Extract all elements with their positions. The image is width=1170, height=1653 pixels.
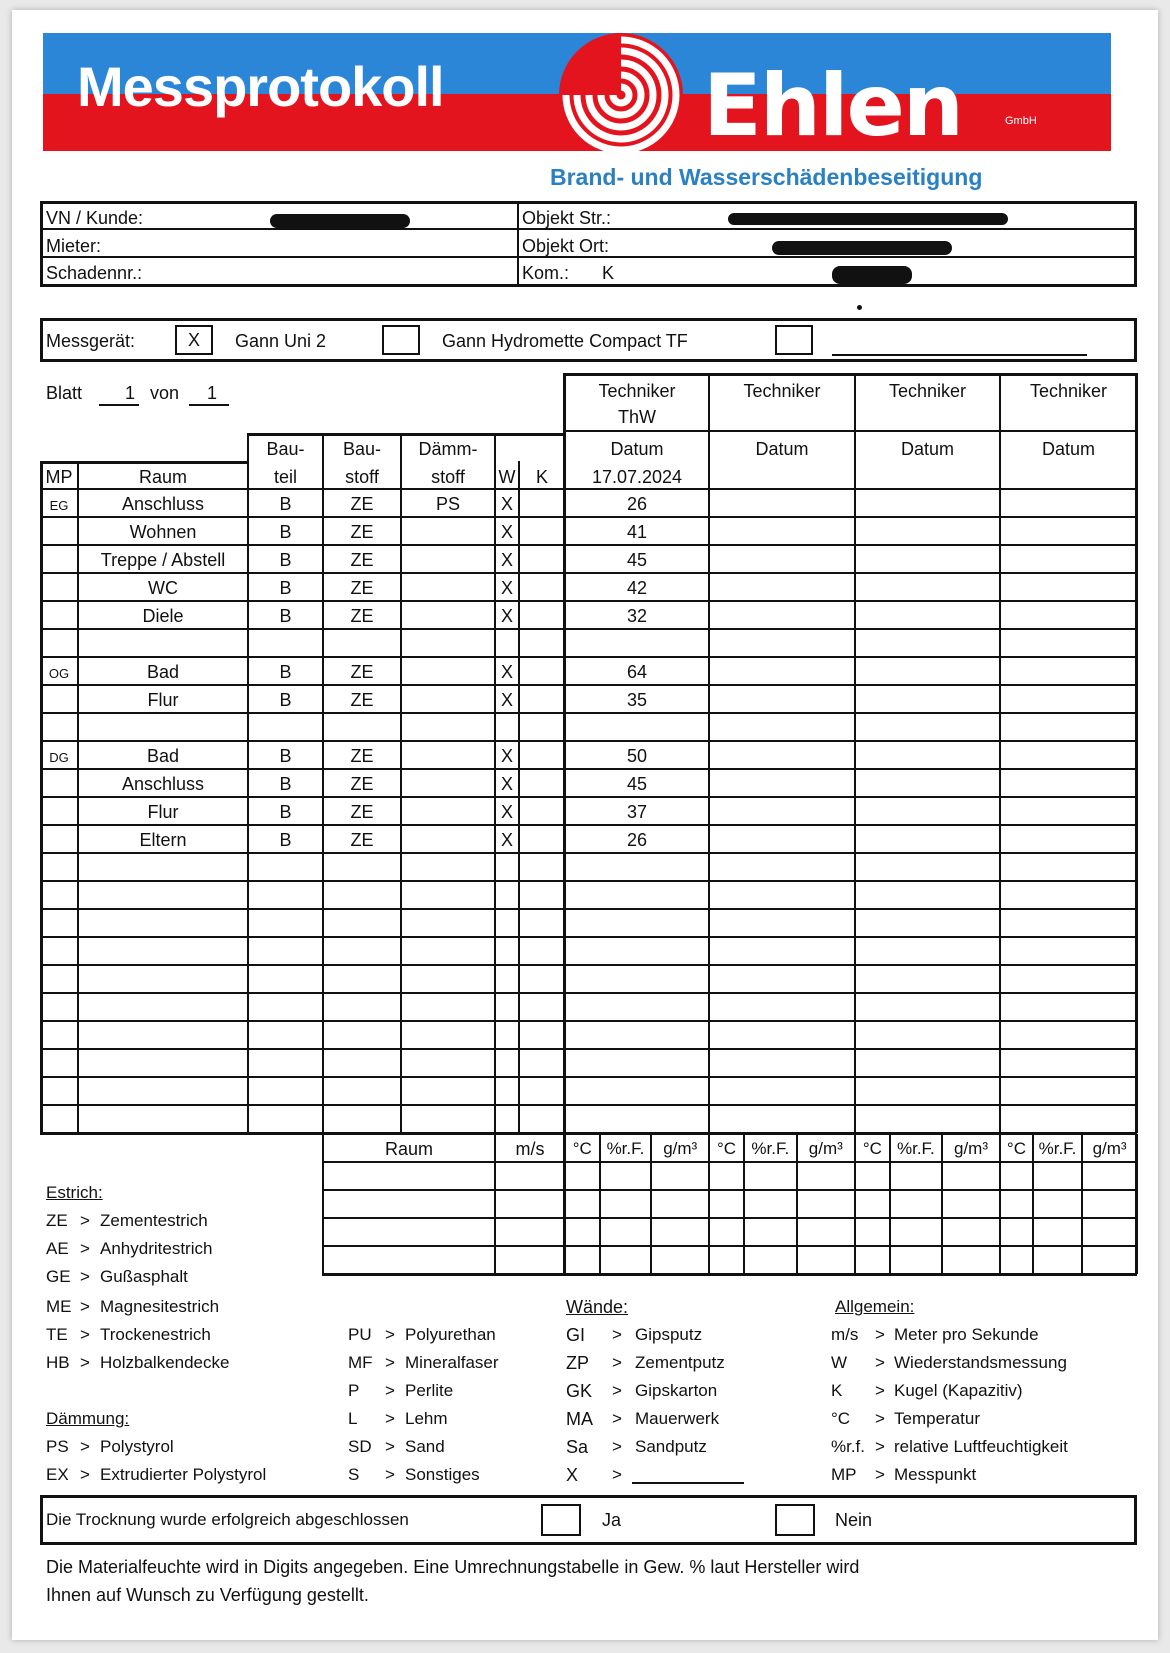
row-line: [40, 908, 1137, 910]
technician-label: Techniker: [598, 381, 676, 401]
legend-arrow: >: [80, 1325, 90, 1344]
customer-divider: [517, 203, 519, 285]
legend-code: GK: [566, 1381, 593, 1401]
footer-note-line-1: Die Materialfeuchte wird in Digits angegeben. Eine Umrechnungstabelle in Gew. % laut Hersteller wird: [46, 1557, 860, 1577]
legend-description: relative Luftfeuchtigkeit: [894, 1437, 1068, 1456]
legend-code: m/s: [831, 1325, 859, 1344]
climate-unit-header: g/m³: [663, 1139, 698, 1158]
legend-code: X: [566, 1465, 579, 1485]
row-line: [40, 740, 1137, 742]
legend-arrow: >: [385, 1409, 395, 1428]
legend-arrow: >: [385, 1437, 395, 1456]
tech-col-line: [854, 373, 856, 1133]
vn-kunde-label: VN / Kunde:: [46, 208, 144, 228]
legend-arrow: >: [80, 1465, 90, 1484]
bauteil-cell: B: [279, 662, 292, 682]
objekt-str-label: Objekt Str.:: [522, 208, 612, 228]
allgemein-title: Allgemein:: [835, 1297, 915, 1316]
legend-arrow: >: [80, 1239, 90, 1258]
legend-arrow: >: [80, 1267, 90, 1286]
legend-code: AE: [46, 1239, 69, 1258]
legend-description: Gipsputz: [635, 1325, 703, 1344]
legend-description: Kugel (Kapazitiv): [894, 1381, 1023, 1400]
w-cell: X: [500, 550, 513, 570]
raum-cell: WC: [148, 578, 178, 598]
climate-unit-header: %r.F.: [751, 1139, 790, 1158]
baustoff-cell: ZE: [350, 494, 374, 514]
von-value: 1: [206, 383, 217, 403]
w-cell: X: [500, 802, 513, 822]
estrich-title: Estrich:: [46, 1183, 103, 1202]
row-line: [40, 768, 1137, 770]
baustoff-cell: ZE: [350, 774, 374, 794]
w-cell: X: [500, 746, 513, 766]
climate-row-line: [322, 1245, 1137, 1247]
measurement-value-cell: 32: [626, 606, 648, 626]
climate-unit-header: g/m³: [1092, 1139, 1127, 1158]
legend-description: Zementestrich: [100, 1211, 208, 1230]
technician-name: ThW: [618, 407, 656, 427]
legend-arrow: >: [612, 1465, 622, 1484]
bauteil-cell: B: [279, 606, 292, 626]
row-line: [40, 516, 1137, 518]
baustoff-cell: ZE: [350, 690, 374, 710]
blatt-label: Blatt: [46, 383, 83, 403]
row-line: [40, 992, 1137, 994]
legend-description: Sonstiges: [405, 1465, 480, 1484]
legend-arrow: >: [80, 1297, 90, 1316]
completion-yes-label: Ja: [602, 1510, 622, 1530]
measurement-value-cell: 45: [626, 550, 648, 570]
measurement-value-cell: 41: [626, 522, 648, 542]
company-slogan: Brand- und Wasserschädenbeseitigung: [550, 164, 983, 190]
header-banner: [43, 33, 1111, 151]
legend-code: MP: [831, 1465, 857, 1484]
legend-code: L: [348, 1409, 358, 1428]
legend-description: Mauerwerk: [635, 1409, 720, 1428]
tech-col-line: [1135, 373, 1138, 1133]
legend-code: %r.f.: [831, 1437, 866, 1456]
legend-description: Temperatur: [894, 1409, 980, 1428]
climate-row-line: [322, 1217, 1137, 1219]
row-line: [40, 684, 1137, 686]
legend-code: HB: [46, 1353, 70, 1372]
bauteil-cell: B: [279, 690, 292, 710]
legend-description: Extrudierter Polystyrol: [100, 1465, 267, 1484]
legend-description: Perlite: [405, 1381, 454, 1400]
bauteil-header: teil: [273, 467, 297, 487]
redaction-scribble: [832, 266, 912, 284]
legend-description: Magnesitestrich: [100, 1297, 220, 1316]
blatt-underline: [99, 404, 139, 406]
tech-header-top: [564, 373, 1138, 376]
row-line: [40, 1076, 1137, 1078]
technician-label: Techniker: [743, 381, 821, 401]
legend-arrow: >: [385, 1353, 395, 1372]
legend-arrow: >: [385, 1325, 395, 1344]
w-cell: X: [500, 662, 513, 682]
raum-header: Raum: [138, 467, 187, 487]
legend-description: Polyurethan: [405, 1325, 496, 1344]
row-line: [40, 544, 1137, 546]
device-option-2-checkbox[interactable]: [382, 325, 420, 355]
raum-cell: Wohnen: [129, 522, 197, 542]
datum-label: Datum: [1041, 439, 1095, 459]
legend-arrow: >: [875, 1465, 885, 1484]
kom-label: Kom.:: [522, 263, 570, 283]
row-line: [40, 628, 1137, 630]
climate-unit-header: °C: [572, 1139, 592, 1158]
bauteil-cell: B: [279, 522, 292, 542]
row-line: [40, 1020, 1137, 1022]
row-line: [40, 936, 1137, 938]
row-line: [40, 488, 1137, 490]
legend-code: TE: [46, 1325, 68, 1344]
datum-label: Datum: [900, 439, 954, 459]
baustoff-cell: ZE: [350, 522, 374, 542]
baustoff-header: Bau-: [342, 439, 382, 459]
document-title: Messprotokoll: [77, 55, 444, 118]
legend-arrow: >: [875, 1437, 885, 1456]
raum-cell: Treppe / Abstell: [100, 550, 226, 570]
legend-code: °C: [831, 1409, 851, 1428]
measurement-value-cell: 26: [626, 494, 648, 514]
w-header: W: [498, 467, 516, 487]
climate-unit-header: g/m³: [954, 1139, 988, 1158]
w-cell: X: [500, 690, 513, 710]
footer-note-line-2: Ihnen auf Wunsch zu Verfügung gestellt.: [46, 1585, 369, 1605]
legend-description: Polystyrol: [100, 1437, 174, 1456]
row-line: [40, 600, 1137, 602]
completion-no-checkbox[interactable]: [775, 1504, 815, 1536]
row-line: [40, 880, 1137, 882]
legend-description: Gipskarton: [635, 1381, 718, 1400]
legend-x-blank-line: [632, 1482, 744, 1484]
raum-cell: Anschluss: [121, 774, 205, 794]
device-option-1-label: Gann Uni 2: [235, 331, 327, 351]
legend-code: PS: [46, 1437, 69, 1456]
row-line: [40, 964, 1137, 966]
legend-code: Sa: [566, 1437, 589, 1457]
legend-arrow: >: [875, 1325, 885, 1344]
kom-value: K: [602, 263, 615, 283]
mp-cell: EG: [49, 498, 69, 513]
legend-code: MF: [348, 1353, 373, 1372]
climate-row-line: [322, 1273, 1137, 1276]
left-header-top: [40, 461, 248, 464]
legend-code: PU: [348, 1325, 372, 1344]
legend-arrow: >: [612, 1353, 622, 1372]
row-line: [40, 1132, 1137, 1135]
row-line: [40, 824, 1137, 826]
w-cell: X: [500, 494, 513, 514]
w-cell: X: [500, 578, 513, 598]
legend-arrow: >: [385, 1465, 395, 1484]
row-line: [40, 1104, 1137, 1106]
legend-description: Lehm: [405, 1409, 448, 1428]
bauteil-cell: B: [279, 802, 292, 822]
raum-cell: Anschluss: [121, 494, 205, 514]
legend-code: EX: [46, 1465, 69, 1484]
climate-ms-header: m/s: [515, 1139, 545, 1159]
baustoff-header: stoff: [345, 467, 379, 487]
von-underline: [189, 404, 229, 406]
brand-logo-text: Ehlen: [703, 56, 963, 151]
legend-code: ME: [46, 1297, 72, 1316]
w-cell: X: [500, 522, 513, 542]
schadennr-label: Schadennr.:: [46, 263, 143, 283]
bauteil-cell: B: [279, 746, 292, 766]
k-header: K: [535, 467, 548, 487]
w-cell: X: [500, 774, 513, 794]
baustoff-cell: ZE: [350, 662, 374, 682]
device-other-line: [832, 354, 1087, 356]
baustoff-cell: ZE: [350, 578, 374, 598]
legend-description: Trockenestrich: [100, 1325, 211, 1344]
completion-no-label: Nein: [835, 1510, 873, 1530]
objekt-ort-label: Objekt Ort:: [522, 236, 610, 256]
daemmung-title: Dämmung:: [46, 1409, 130, 1428]
blatt-value: 1: [124, 383, 135, 403]
technician-label: Techniker: [888, 381, 967, 401]
raum-cell: Bad: [146, 662, 180, 682]
legend-arrow: >: [612, 1437, 622, 1456]
legend-arrow: >: [612, 1409, 622, 1428]
mp-cell: OG: [48, 666, 70, 681]
legend-code: S: [348, 1465, 360, 1484]
brand-suffix: GmbH: [1005, 115, 1037, 127]
climate-unit-header: %r.F.: [896, 1139, 935, 1158]
climate-unit-header: %r.F.: [1038, 1139, 1077, 1158]
bauteil-cell: B: [279, 830, 292, 850]
mp-header: MP: [45, 467, 73, 487]
redaction-scribble: [270, 214, 410, 228]
bauteil-header: Bau-: [266, 439, 305, 459]
completion-label: Die Trocknung wurde erfolgreich abgeschlossen: [46, 1510, 409, 1529]
measurement-value-cell: 42: [626, 578, 648, 598]
raum-cell: Diele: [142, 606, 184, 626]
bauteil-cell: B: [279, 550, 292, 570]
tech-col-line: [999, 373, 1001, 1133]
legend-arrow: >: [875, 1353, 885, 1372]
measurement-value-cell: 50: [626, 746, 648, 766]
baustoff-cell: ZE: [350, 830, 374, 850]
climate-unit-header: g/m³: [808, 1139, 843, 1158]
legend-description: Anhydritestrich: [100, 1239, 213, 1258]
w-cell: X: [500, 606, 513, 626]
row-line: [40, 656, 1137, 658]
device-option-2-label: Gann Hydromette Compact TF: [442, 331, 688, 351]
legend-arrow: >: [385, 1381, 395, 1400]
datum-label: Datum: [610, 439, 664, 459]
raum-cell: Flur: [147, 802, 179, 822]
legend-arrow: >: [612, 1381, 622, 1400]
climate-unit-header: °C: [716, 1139, 737, 1158]
w-cell: X: [500, 830, 513, 850]
row-line: [40, 852, 1137, 854]
legend-arrow: >: [80, 1211, 90, 1230]
legend-description: Mineralfaser: [405, 1353, 499, 1372]
row-line: [40, 712, 1137, 714]
device-option-1-checkbox[interactable]: X: [175, 325, 213, 355]
legend-description: Sandputz: [635, 1437, 707, 1456]
row-line: [40, 796, 1137, 798]
raum-cell: Eltern: [139, 830, 187, 850]
legend-code: K: [831, 1381, 843, 1400]
legend-description: Zementputz: [635, 1353, 725, 1372]
legend-arrow: >: [80, 1353, 90, 1372]
completion-yes-checkbox[interactable]: [541, 1504, 581, 1536]
climate-unit-header: °C: [862, 1139, 882, 1158]
measurement-value-cell: 26: [626, 830, 648, 850]
legend-code: MA: [566, 1409, 593, 1429]
legend-description: Wiederstandsmessung: [894, 1353, 1067, 1372]
legend-code: GE: [46, 1267, 71, 1286]
measurement-value-cell: 45: [626, 774, 648, 794]
legend-arrow: >: [875, 1409, 885, 1428]
redaction-scribble: [728, 213, 1008, 225]
legend-description: Meter pro Sekunde: [894, 1325, 1039, 1344]
stray-dot: [857, 305, 862, 310]
baustoff-cell: ZE: [350, 606, 374, 626]
baustoff-cell: ZE: [350, 746, 374, 766]
row-line: [40, 572, 1137, 574]
climate-unit-header: °C: [1006, 1139, 1026, 1158]
technician-label: Techniker: [1029, 381, 1108, 401]
measurement-date: 17.07.2024: [591, 467, 683, 487]
bauteil-cell: B: [279, 774, 292, 794]
climate-row-line: [322, 1189, 1137, 1191]
von-label: von: [150, 383, 180, 403]
raum-cell: Bad: [146, 746, 180, 766]
redaction-scribble: [772, 241, 952, 255]
row-line: [40, 1048, 1137, 1050]
legend-code: P: [348, 1381, 360, 1400]
legend-arrow: >: [612, 1325, 622, 1344]
legend-code: ZE: [46, 1211, 68, 1230]
baustoff-cell: ZE: [350, 550, 374, 570]
daemmstoff-header: stoff: [431, 467, 465, 487]
document-page: [12, 10, 1158, 1640]
waende-title: Wände:: [566, 1297, 629, 1317]
legend-description: Gußasphalt: [100, 1267, 188, 1286]
bauteil-cell: B: [279, 578, 292, 598]
legend-description: Holzbalkendecke: [100, 1353, 230, 1372]
mp-cell: DG: [49, 750, 69, 765]
legend-arrow: >: [875, 1381, 885, 1400]
climate-row-line: [322, 1161, 1137, 1163]
legend-arrow: >: [80, 1437, 90, 1456]
device-label: Messgerät:: [46, 331, 136, 351]
measurement-value-cell: 37: [626, 802, 648, 822]
datum-label: Datum: [755, 439, 809, 459]
tech-header-mid: [564, 430, 1138, 432]
legend-description: Messpunkt: [894, 1465, 977, 1484]
ehlen-swirl-logo-icon: [555, 33, 705, 151]
climate-raum-header: Raum: [384, 1139, 433, 1159]
legend-code: SD: [348, 1437, 372, 1456]
legend-code: ZP: [566, 1353, 590, 1373]
raum-cell: Flur: [147, 690, 179, 710]
measurement-value-cell: 64: [626, 662, 648, 682]
daemmstoff-cell: PS: [435, 494, 460, 514]
mieter-label: Mieter:: [46, 236, 102, 256]
device-option-3-checkbox[interactable]: [775, 325, 813, 355]
climate-unit-header: %r.F.: [606, 1139, 645, 1158]
legend-code: GI: [566, 1325, 586, 1345]
legend-description: Sand: [405, 1437, 445, 1456]
mid-header-top: [247, 433, 565, 436]
baustoff-cell: ZE: [350, 802, 374, 822]
daemmstoff-header: Dämm-: [418, 439, 478, 459]
legend-code: W: [831, 1353, 848, 1372]
bauteil-cell: B: [279, 494, 292, 514]
measurement-value-cell: 35: [626, 690, 648, 710]
